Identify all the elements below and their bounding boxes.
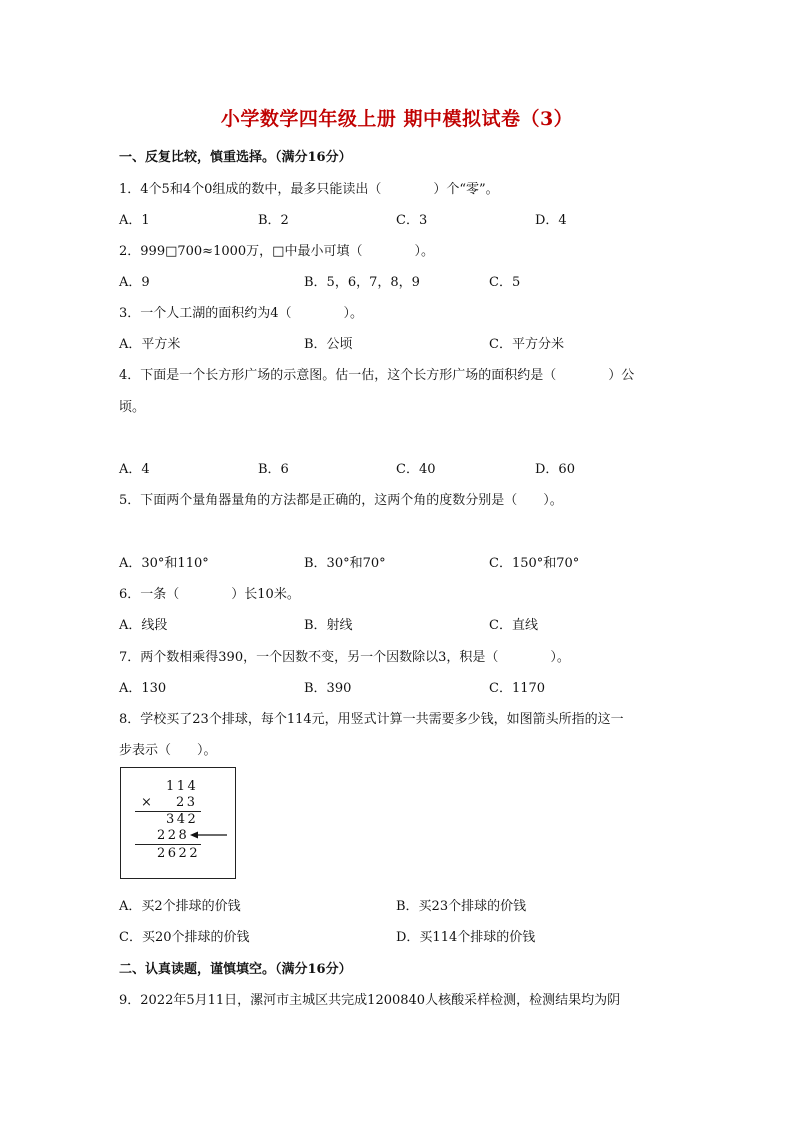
q6-option-c: C．直线 (489, 618, 538, 633)
fig-multiplier: 23 (176, 795, 198, 810)
question-2-stem: 2．999□700≈1000万，□中最小可填（ ）。 (119, 244, 434, 259)
q7-option-a: A．130 (119, 681, 167, 696)
question-3-stem: 3．一个人工湖的面积约为4（ ）。 (119, 306, 364, 321)
fig-product: 2622 (157, 846, 201, 861)
q4-option-a: A．4 (119, 462, 150, 477)
page-title: 小学数学四年级上册 期中模拟试卷（3） (220, 108, 574, 130)
q1-option-d: D．4 (535, 213, 567, 228)
q7-option-b: B．390 (304, 681, 352, 696)
question-8-stem: 8．学校买了23个排球，每个114元，用竖式计算一共需要多少钱，如图箭头所指的这一 (119, 712, 624, 727)
question-5-stem: 5．下面两个量角器量角的方法都是正确的，这两个角的度数分别是（ ）。 (119, 493, 563, 508)
question-1-stem: 1．4个5和4个0组成的数中，最多只能读出（ ）个“零”。 (119, 182, 499, 197)
q4-option-d: D．60 (535, 462, 575, 477)
question-6-stem: 6．一条（ ）长10米。 (119, 587, 300, 602)
fig-partial-product-2: 228 (157, 828, 190, 843)
q1-option-c: C．3 (396, 213, 428, 228)
q6-option-b: B．射线 (304, 618, 353, 633)
q4-option-b: B．6 (258, 462, 289, 477)
multiplication-figure (120, 767, 236, 879)
q8-option-b: B．买23个排球的价钱 (396, 899, 527, 914)
fig-times-sign: × (141, 795, 152, 810)
question-4-stem: 4．下面是一个长方形广场的示意图。估一估，这个长方形广场的面积约是（ ）公 (119, 368, 635, 383)
q8-option-d: D．买114个排球的价钱 (396, 930, 536, 945)
section-heading-1: 一、反复比较，慎重选择。（满分16分） (119, 150, 352, 165)
q6-option-a: A．线段 (119, 618, 168, 633)
q3-option-b: B．公顷 (304, 337, 353, 352)
arrow-icon (189, 828, 229, 842)
q2-option-a: A．9 (119, 275, 150, 290)
q8-option-a: A．买2个排球的价钱 (119, 899, 241, 914)
q8-option-c: C．买20个排球的价钱 (119, 930, 250, 945)
section-heading-2: 二、认真读题，谨慎填空。（满分16分） (119, 962, 352, 977)
q3-option-c: C．平方分米 (489, 337, 564, 352)
question-9-stem: 9．2022年5月11日，漯河市主城区共完成1200840人核酸采样检测，检测结果均为阴 (119, 993, 621, 1008)
fig-rule-2 (135, 844, 201, 845)
q1-option-a: A．1 (119, 213, 150, 228)
question-4-stem-cont: 顷。 (119, 400, 146, 415)
q7-option-c: C．1170 (489, 681, 546, 696)
q4-option-c: C．40 (396, 462, 436, 477)
q3-option-a: A．平方米 (119, 337, 181, 352)
question-7-stem: 7．两个数相乘得390，一个因数不变，另一个因数除以3，积是（ ）。 (119, 650, 570, 665)
q2-option-b: B．5，6，7，8，9 (304, 275, 420, 290)
q5-option-a: A．30°和110° (119, 556, 209, 571)
q5-option-c: C．150°和70° (489, 556, 580, 571)
q5-option-b: B．30°和70° (304, 556, 386, 571)
q2-option-c: C．5 (489, 275, 521, 290)
fig-partial-product-1: 342 (166, 812, 199, 827)
question-8-stem-cont: 步表示（ ）。 (119, 743, 217, 758)
q1-option-b: B．2 (258, 213, 289, 228)
fig-multiplicand: 114 (166, 779, 199, 794)
